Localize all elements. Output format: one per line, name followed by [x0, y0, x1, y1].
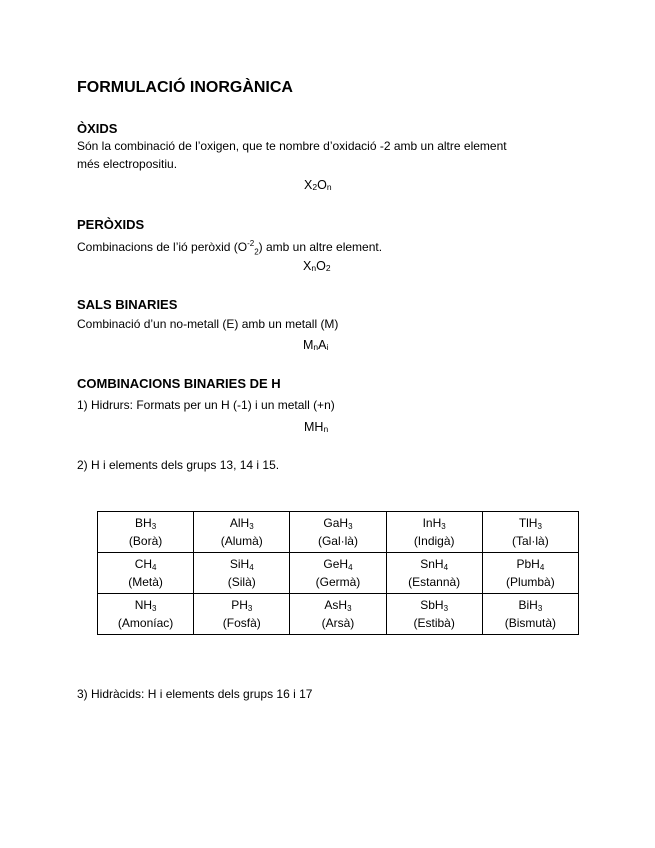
sals-description: Combinació d’un no-metall (E) amb un metall (M) [77, 317, 339, 331]
hydride-name: (Estannà) [408, 574, 461, 589]
table-cell [482, 594, 578, 635]
hidracids-item: 3) Hidràcids: H i elements dels grups 16 i 17 [77, 687, 313, 701]
hydride-formula: GaH$_3$ [323, 515, 353, 531]
hydride-name: (Plumbà) [506, 574, 555, 589]
oxids-formula: $X_2O_n$ [304, 178, 332, 192]
table-cell [290, 553, 386, 594]
hydride-name: (Amoníac) [117, 615, 174, 630]
hydrides-table [97, 511, 579, 635]
section-heading-sals-binaries: SALS BINARIES [77, 297, 178, 312]
hydride-name: (Alumà) [220, 533, 263, 548]
table-cell [98, 594, 194, 635]
hydride-formula: PbH$_4$ [516, 556, 545, 572]
hydride-name: (Gal·là) [317, 533, 358, 548]
table-cell [482, 553, 578, 594]
hidrurs-item: 1) Hidrurs: Formats per un H (-1) i un metall (+n) [77, 398, 335, 412]
hydride-name: (Tal·là) [512, 533, 549, 548]
table-row [98, 553, 579, 594]
hydride-name: (Borà) [128, 533, 163, 548]
table-cell [98, 512, 194, 553]
table-cell [194, 553, 290, 594]
page-title: FORMULACIÓ INORGÀNICA [77, 79, 293, 96]
table-row [98, 594, 579, 635]
section-heading-peroxids: PERÒXIDS [77, 217, 145, 232]
table-cell [290, 512, 386, 553]
hydride-formula: BiH$_3$ [518, 597, 543, 613]
table-cell [98, 553, 194, 594]
hydride-formula: $NH_3$ [134, 597, 157, 613]
table-row [98, 512, 579, 553]
table-cell [290, 594, 386, 635]
hydride-name: (Germà) [315, 574, 361, 589]
section-heading-combinacions-h: COMBINACIONS BINARIES DE H [77, 376, 281, 391]
table-cell [194, 594, 290, 635]
hydride-formula: AsH$_3$ [324, 597, 352, 613]
hydride-formula: TlH$_3$ [518, 515, 542, 531]
section-heading-oxids: ÒXIDS [77, 121, 118, 136]
hydride-name: (Estibà) [413, 615, 455, 630]
table-cell [386, 594, 482, 635]
hidrurs-formula: $MH_n$ [304, 420, 329, 434]
peroxids-formula: $X_nO_2$ [303, 259, 331, 273]
table-cell [386, 553, 482, 594]
hydride-name: (Fosfà) [222, 615, 261, 630]
hydride-name: (Indigà) [413, 533, 455, 548]
hydride-formula: SiH$_4$ [229, 556, 254, 572]
table-cell [194, 512, 290, 553]
hydride-formula: AlH$_3$ [229, 515, 254, 531]
oxids-description-line1: Són la combinació de l’oxigen, que te nombre d’oxidació -2 amb un altre element [77, 139, 507, 153]
oxids-description-line2: més electropositiu. [77, 157, 178, 171]
hydride-formula: GeH$_4$ [323, 556, 353, 572]
hydride-formula: $PH_3$ [231, 597, 253, 613]
hydride-formula: InH$_3$ [422, 515, 446, 531]
hydride-name: (Arsà) [321, 615, 355, 630]
table-cell [386, 512, 482, 553]
peroxids-description: Combinacions de l’ió peròxid $(O^{-2}_2)$ amb un altre element. [77, 239, 383, 257]
grups-13-15-item: 2) H i elements dels grups 13, 14 i 15. [77, 458, 280, 472]
hydride-name: (Bismutà) [504, 615, 557, 630]
hydride-formula: SbH$_3$ [420, 597, 449, 613]
hydride-formula: $BH_3$ [135, 515, 157, 531]
table-cell [482, 512, 578, 553]
hydride-formula: $CH_4$ [134, 556, 157, 572]
hydride-name: (Metà) [128, 574, 163, 589]
hydride-name: (Silà) [227, 574, 256, 589]
hydride-formula: SnH$_4$ [420, 556, 449, 572]
sals-formula: $M_nA_i$ [303, 338, 329, 352]
